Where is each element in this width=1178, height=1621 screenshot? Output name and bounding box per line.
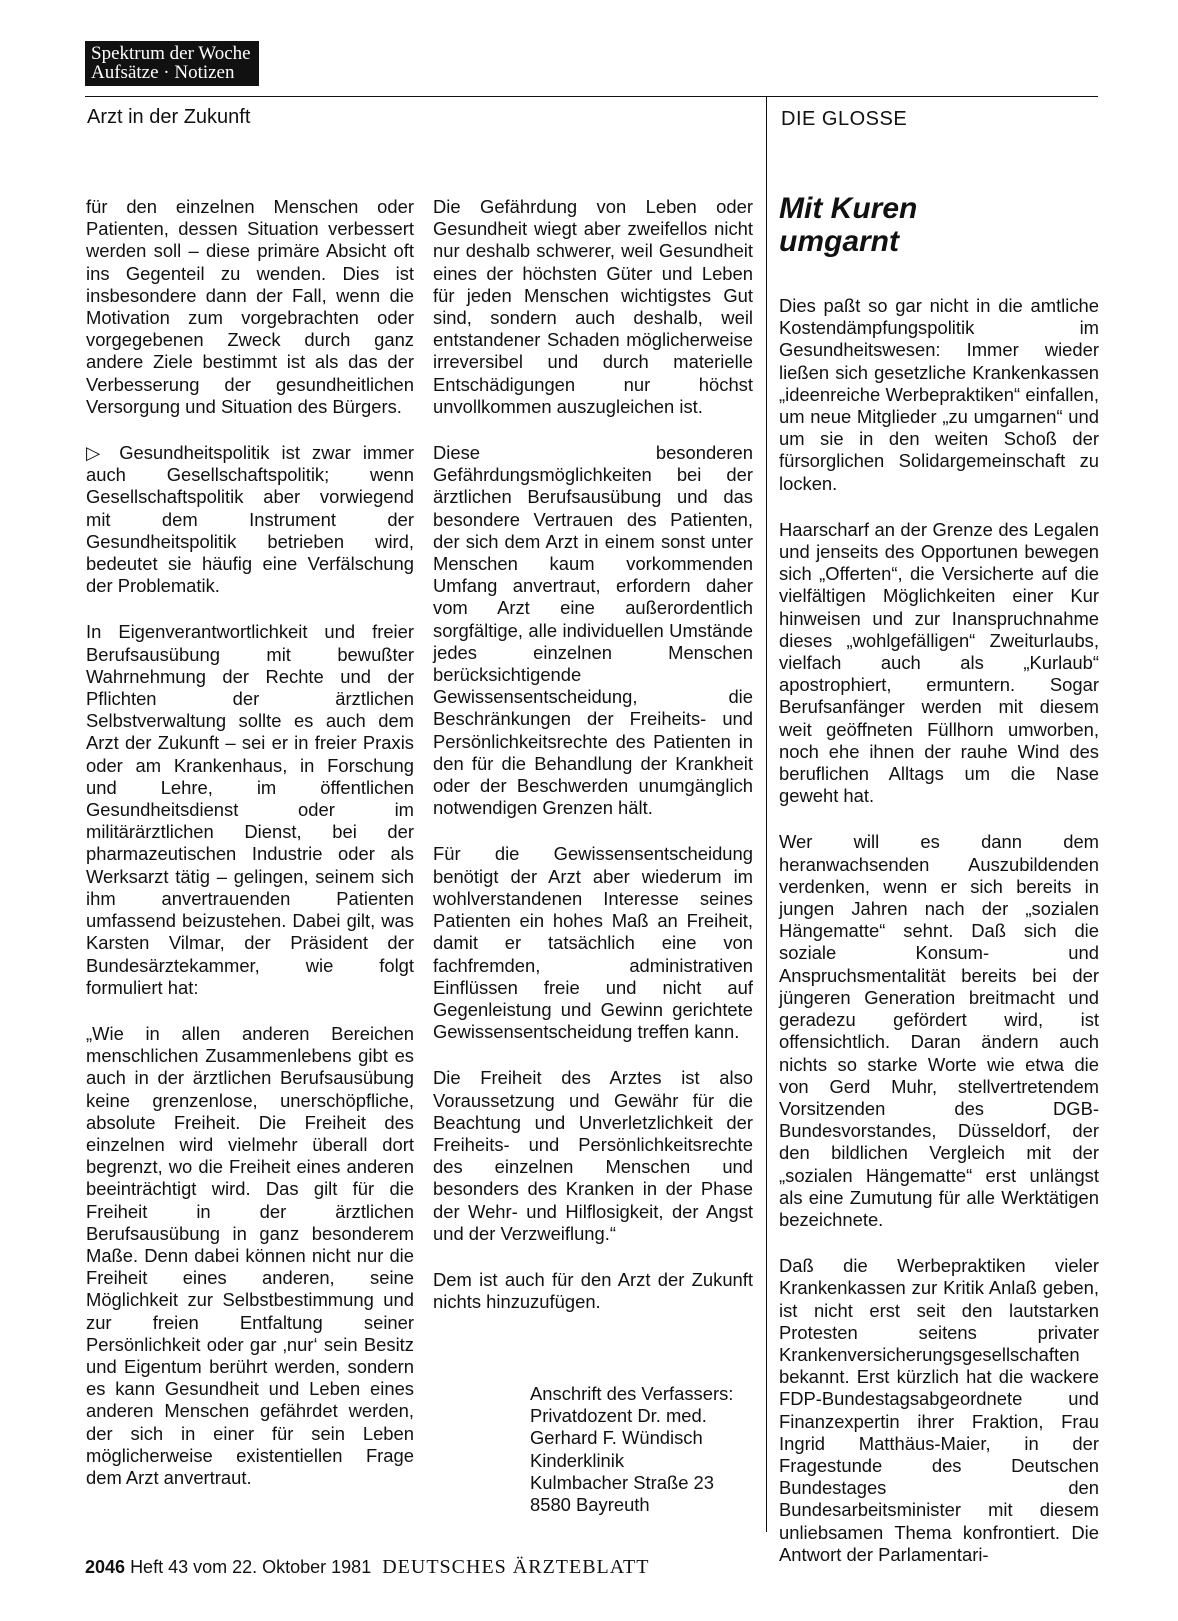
glosse-column — [779, 295, 1099, 1590]
address-line: Anschrift des Verfassers: — [530, 1383, 734, 1404]
address-line: Privatdozent Dr. med. — [530, 1405, 707, 1427]
page-number: 2046 — [85, 1557, 126, 1577]
paragraph: Die Gefährdung von Leben oder Gesundheit wiegt aber zweifellos nicht nur deshalb schwerer, weil Gesundheit eines der höchsten Güter und Leben für jeden Menschen wichtigstes Gut sind, sondern auch deshalb, weil entstandener Schaden möglicherweise irreversibel und durch materielle Entschädigungen nur höchst unvollkommen auszugleichen ist. — [433, 196, 753, 417]
paragraph: Die Freiheit des Arztes ist also Voraussetzung und Gewähr für die Beachtung und Unverletzlichkeit der Freiheits- und Persönlichkeitsrechte des einzelnen Menschen und besonders des Kranken in der Phase der Wehr- und Hilflosigkeit, der Angst und der Verzweiflung.“ — [433, 1067, 753, 1244]
section-title: Spektrum der Woche — [91, 43, 251, 64]
paragraph: Dies paßt so gar nicht in die amtliche Kostendämpfungspolitik im Gesundheitswesen: Immer wieder ließen sich gesetzliche Krankenkassen „ideenreiche Werbepraktiken“ einfallen, um neue Mitglieder „zu umgarnen“ und um sie in den weiten Schoß der fürsorglichen Solidargemeinschaft zu locken. — [779, 295, 1099, 494]
address-line: Kulmbacher Straße 23 — [530, 1471, 714, 1493]
glosse-title-line: umgarnt — [779, 225, 899, 258]
paragraph: Dem ist auch für den Arzt der Zukunft nichts hinzuzufügen. — [433, 1268, 753, 1313]
paragraph: ▷ Gesundheitspolitik ist zwar immer auch Gesellschaftspolitik; wenn Gesellschaftspolitik aber vorwiegend mit dem Instrument der Gesundheitspolitik betrieben wird, bedeutet sie häufig eine Verfälschung der Problematik. — [86, 442, 414, 597]
address-line: Kinderklinik — [530, 1449, 625, 1471]
header-rule — [85, 96, 1098, 97]
article-column-2 — [433, 196, 753, 1337]
section-subtitle: Aufsätze · Notizen — [91, 62, 235, 83]
column-divider — [766, 96, 767, 1532]
paragraph: für den einzelnen Menschen oder Patienten, dessen Situation verbessert werden soll – diese primäre Absicht oft ins Gegenteil zu wenden. Dies ist insbesondere dann der Fall, wenn die Motivation zum vorgebrachten oder vorgegebenen Zweck durch ganz andere Ziele bestimmt ist als das der Verbesserung der gesundheitlichen Versorgung und Situation des Bürgers. — [86, 196, 414, 417]
paragraph: Daß die Werbepraktiken vieler Krankenkassen zur Kritik Anlaß geben, ist nicht erst seit den lautstarken Protesten seitens privater Krankenversicherungsgesellschaften bekannt. Erst kürzlich hat die wackere FDP-Bundestagsabgeordnete und Finanzexpertin ihrer Fraktion, Frau Ingrid Matthäus-Maier, in der Fragestunde des Deutschen Bundestages den Bundesarbeitsminister mit diesem unliebsamen Thema konfrontiert. Die Antwort der Parlamentari- — [779, 1255, 1099, 1565]
paragraph: Wer will es dann dem heranwachsenden Auszubildenden verdenken, wenn er sich bereits in jungen Jahren nach der „sozialen Hängematte“ sehnt. Daß sich die soziale Konsum- und Anspruchsmentalität bereits bei der jüngeren Generation breitmacht und geradezu gefördert wird, ist offensichtlich. Daran ändern auch nichts so starke Worte wie etwa die von Gerd Muhr, stellvertretendem Vorsitzenden des DGB-Bundesvorstandes, Düsseldorf, der den bildlichen Vergleich mit der „sozialen Hängematte“ erst unlängst als eine Zumutung für alle Werktätigen bezeichnete. — [779, 831, 1099, 1230]
paragraph: Für die Gewissensentscheidung benötigt der Arzt aber wiederum im wohlverstandenen Interesse seines Patienten ein hohes Maß an Freiheit, damit er tatsächlich eine von fachfremden, administrativen Einflüssen freie und nicht auf Gegenleistung und Gewinn gerichtete Gewissensentscheidung treffen kann. — [433, 843, 753, 1043]
paragraph: Haarscharf an der Grenze des Legalen und jenseits des Opportunen bewegen sich „Offerten“, die Versicherte auf die vielfältigen Möglichkeiten einer Kur hinweisen und zur Inanspruchnahme dieses „wohlgefälligen“ Zweiturlaubs, vielfach auch als „Kurlaub“ apostrophiert, ermuntern. Sogar Berufsanfänger werden mit diesem weit geöffneten Füllhorn umworben, noch ehe ihnen der rauhe Wind des beruflichen Alltags um die Nase geweht hat. — [779, 518, 1099, 807]
address-line: 8580 Bayreuth — [530, 1494, 650, 1516]
page-footer — [85, 1556, 649, 1579]
journal-name: DEUTSCHES ÄRZTEBLATT — [382, 1556, 650, 1578]
author-address — [530, 1383, 733, 1516]
glosse-title-line: Mit Kuren — [779, 192, 918, 225]
issue-info: Heft 43 vom 22. Oktober 1981 — [130, 1557, 372, 1577]
running-head: Arzt in der Zukunft — [87, 106, 251, 128]
paragraph: „Wie in allen anderen Bereichen menschlichen Zusammenlebens gibt es auch in der ärztlichen Berufsausübung keine grenzenlose, unerschöpfliche, absolute Freiheit. Die Freiheit des einzelnen wird vielmehr überall dort begrenzt, wo die Freiheit eines anderen beeinträchtigt wird. Das gilt für die Freiheit in der ärztlichen Berufsausübung in ganz besonderem Maße. Denn dabei können nicht nur die Freiheit eines anderen, seine Möglichkeit zur Selbstbestimmung und zur freien Entfaltung seiner Persönlichkeit oder gar ‚nur‘ sein Besitz und Eigentum berührt werden, sondern es kann Gesundheit und Leben eines anderen Menschen gefährdet werden, der sich in einer für sein Leben möglicherweise existentiellen Frage dem Arzt anvertraut. — [86, 1022, 414, 1488]
section-badge — [85, 41, 259, 86]
paragraph: Diese besonderen Gefährdungsmöglichkeiten bei der ärztlichen Berufsausübung und das besondere Vertrauen des Patienten, der sich dem Arzt in einem sonst unter Menschen kaum vorkommenden Umfang anvertraut, erfordern daher vom Arzt eine außerordentlich sorgfältige, alle individuellen Umstände jedes einzelnen Menschen berücksichtigende Gewissensentscheidung, die Beschränkungen der Freiheits- und Persönlichkeitsrechte des Patienten in den für die Behandlung der Krankheit oder der Beschwerden unumgänglich notwendigen Grenzen hält. — [433, 442, 753, 819]
address-line: Gerhard F. Wündisch — [530, 1427, 703, 1449]
glosse-label: DIE GLOSSE — [781, 108, 908, 130]
paragraph: In Eigenverantwortlichkeit und freier Berufsausübung mit bewußter Wahrnehmung der Rechte und der Pflichten der ärztlichen Selbstverwaltung sollte es auch dem Arzt der Zukunft – sei er in freier Praxis oder am Krankenhaus, in Forschung und Lehre, im öffentlichen Gesundheitsdienst oder im militärärztlichen Dienst, bei der pharmazeutischen Industrie oder als Werksarzt tätig – gelingen, seinem sich ihm anvertrauenden Patienten umfassend beizustehen. Dabei gilt, was Karsten Vilmar, der Präsident der Bundesärztekammer, wie folgt formuliert hat: — [86, 621, 414, 998]
article-column-1 — [86, 196, 414, 1513]
glosse-title — [779, 192, 917, 258]
